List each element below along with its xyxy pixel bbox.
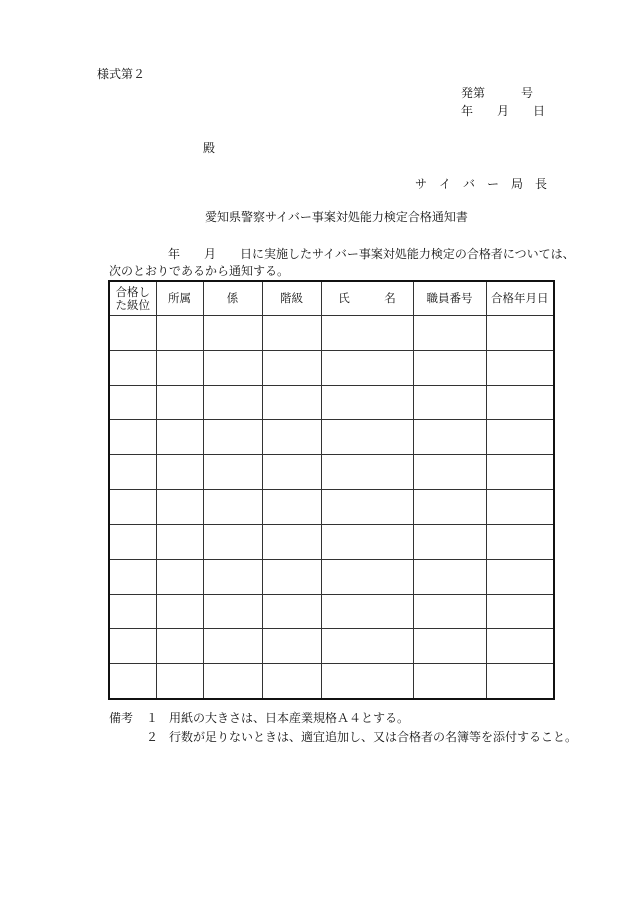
notes-label: 備考 [109, 711, 134, 725]
table-cell [109, 594, 156, 629]
header-employee-number: 職員番号 [413, 281, 486, 316]
table-cell [262, 385, 321, 420]
header-grade: 合格し た級位 [109, 281, 156, 316]
header-name: 氏 名 [321, 281, 413, 316]
header-affiliation: 所属 [156, 281, 203, 316]
table-cell [203, 420, 262, 455]
table-cell [156, 664, 203, 699]
sender-title: サ イ バ ー 局 長 [415, 177, 548, 191]
issue-number: 発第 号 [461, 86, 534, 100]
table-cell [156, 420, 203, 455]
table-row [109, 455, 554, 490]
table-cell [413, 455, 486, 490]
table-cell [413, 350, 486, 385]
table-cell [109, 664, 156, 699]
table-row [109, 420, 554, 455]
table-cell [109, 420, 156, 455]
form-number: 様式第２ [97, 67, 146, 81]
table-cell [156, 594, 203, 629]
table-cell [321, 455, 413, 490]
table-cell [203, 350, 262, 385]
table-cell [413, 559, 486, 594]
table-cell [156, 629, 203, 664]
table-cell [156, 559, 203, 594]
table-cell [203, 594, 262, 629]
table-row [109, 664, 554, 699]
table-cell [486, 385, 554, 420]
table-cell [321, 420, 413, 455]
table-cell [203, 316, 262, 351]
table-cell [109, 524, 156, 559]
table-cell [262, 490, 321, 525]
table-cell [156, 455, 203, 490]
table-cell [156, 350, 203, 385]
table-cell [109, 559, 156, 594]
table-cell [486, 350, 554, 385]
table-cell [262, 316, 321, 351]
table-row [109, 316, 554, 351]
table-row [109, 629, 554, 664]
table-cell [486, 524, 554, 559]
table-cell [156, 316, 203, 351]
table-cell [321, 664, 413, 699]
table-cell [413, 316, 486, 351]
table-cell [262, 594, 321, 629]
table-cell [203, 629, 262, 664]
table-cell [156, 490, 203, 525]
table-cell [321, 524, 413, 559]
table-cell [262, 455, 321, 490]
table-cell [413, 420, 486, 455]
note-text: 用紙の大きさは、日本産業規格Ａ４とする。 [169, 711, 410, 725]
table-cell [203, 664, 262, 699]
table-row [109, 524, 554, 559]
table-cell [321, 490, 413, 525]
intro-line-2: 次のとおりであるから通知する。 [109, 264, 290, 278]
table-cell [413, 594, 486, 629]
table-cell [109, 385, 156, 420]
table-cell [486, 455, 554, 490]
table-cell [486, 420, 554, 455]
issue-date: 年 月 日 [461, 104, 546, 118]
table-cell [109, 629, 156, 664]
table-cell [413, 629, 486, 664]
recipient-honorific: 殿 [203, 141, 216, 155]
table-cell [109, 350, 156, 385]
table-cell [203, 455, 262, 490]
table-cell [262, 664, 321, 699]
header-pass-date: 合格年月日 [486, 281, 554, 316]
table-cell [413, 490, 486, 525]
table-cell [321, 316, 413, 351]
table-row [109, 490, 554, 525]
table-row [109, 350, 554, 385]
table-cell [203, 385, 262, 420]
table-cell [413, 524, 486, 559]
table-cell [262, 559, 321, 594]
table-cell [156, 524, 203, 559]
table-cell [486, 594, 554, 629]
table-cell [321, 385, 413, 420]
table-cell [486, 490, 554, 525]
note-text: 行数が足りないときは、適宜追加し、又は合格者の名簿等を添付すること。 [169, 730, 578, 744]
note-number: １ [146, 711, 159, 725]
note-number: ２ [146, 730, 159, 744]
header-section: 係 [203, 281, 262, 316]
table-cell [203, 490, 262, 525]
table-cell [413, 385, 486, 420]
intro-line-1: 年 月 日に実施したサイバー事案対処能力検定の合格者については、 [168, 247, 575, 261]
table-cell [413, 664, 486, 699]
table-cell [262, 629, 321, 664]
table-row [109, 559, 554, 594]
table-cell [109, 316, 156, 351]
table-cell [262, 420, 321, 455]
table-cell [321, 559, 413, 594]
table-cell [486, 559, 554, 594]
passers-table [108, 280, 555, 700]
table-cell [109, 490, 156, 525]
table-row [109, 594, 554, 629]
table-cell [262, 350, 321, 385]
table-cell [156, 385, 203, 420]
table-cell [203, 524, 262, 559]
table-cell [262, 524, 321, 559]
table-cell [321, 629, 413, 664]
table-row [109, 385, 554, 420]
table-cell [109, 455, 156, 490]
table-cell [486, 629, 554, 664]
table-cell [203, 559, 262, 594]
table-header-row [109, 281, 554, 316]
table-cell [486, 664, 554, 699]
table-body [109, 316, 554, 700]
document-title: 愛知県警察サイバー事案対処能力検定合格通知書 [205, 210, 468, 224]
table-cell [321, 350, 413, 385]
table-cell [486, 316, 554, 351]
header-rank: 階級 [262, 281, 321, 316]
table-cell [321, 594, 413, 629]
